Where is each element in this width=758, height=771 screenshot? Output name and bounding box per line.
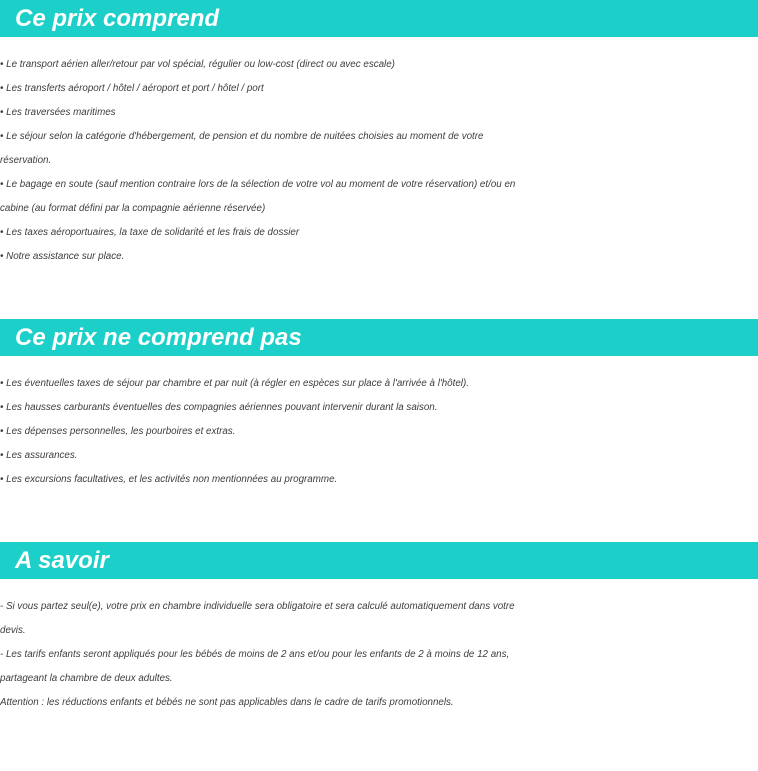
- list-item-continuation: réservation.: [0, 155, 52, 166]
- price-includes-list: [0, 53, 758, 269]
- price-excludes-list: [0, 372, 758, 492]
- list-item: • Les hausses carburants éventuelles des compagnies aériennes pouvant intervenir durant la saison.: [0, 402, 438, 413]
- list-item-continuation: cabine (au format défini par la compagnie aérienne réservée): [0, 203, 266, 214]
- notice-text: Attention : les réductions enfants et bébés ne sont pas applicables dans le cadre de tarifs promotionnels.: [0, 697, 454, 708]
- price-excludes-section: [0, 319, 758, 492]
- list-item: • Le séjour selon la catégorie d'hébergement, de pension et du nombre de nuitées choisies au moment de votre: [0, 131, 484, 142]
- good-to-know-heading: A savoir: [0, 542, 758, 579]
- list-item-continuation: partageant la chambre de deux adultes.: [0, 673, 173, 684]
- price-excludes-heading: Ce prix ne comprend pas: [0, 319, 758, 356]
- good-to-know-section: [0, 542, 758, 715]
- list-item: • Notre assistance sur place.: [0, 251, 125, 262]
- list-item: - Les tarifs enfants seront appliqués pour les bébés de moins de 2 ans et/ou pour les enfants de 2 à moins de 12 ans,: [0, 649, 510, 660]
- list-item: • Le transport aérien aller/retour par vol spécial, régulier ou low-cost (direct ou avec escale): [0, 59, 395, 70]
- list-item-continuation: devis.: [0, 625, 26, 636]
- list-item: • Les transferts aéroport / hôtel / aéroport et port / hôtel / port: [0, 83, 264, 94]
- list-item: • Les excursions facultatives, et les activités non mentionnées au programme.: [0, 474, 338, 485]
- list-item: • Le bagage en soute (sauf mention contraire lors de la sélection de votre vol au moment de votre réservation) et/ou en: [0, 179, 516, 190]
- price-includes-heading: Ce prix comprend: [0, 0, 758, 37]
- list-item: • Les assurances.: [0, 450, 78, 461]
- list-item: • Les taxes aéroportuaires, la taxe de solidarité et les frais de dossier: [0, 227, 300, 238]
- price-includes-section: [0, 0, 758, 269]
- list-item: • Les dépenses personnelles, les pourboires et extras.: [0, 426, 236, 437]
- good-to-know-list: [0, 595, 758, 715]
- list-item: - Si vous partez seul(e), votre prix en chambre individuelle sera obligatoire et sera calculé automatiquement dans votre: [0, 601, 515, 612]
- list-item: • Les éventuelles taxes de séjour par chambre et par nuit (à régler en espèces sur place à l'arrivée à l'hôtel).: [0, 378, 469, 389]
- list-item: • Les traversées maritimes: [0, 107, 116, 118]
